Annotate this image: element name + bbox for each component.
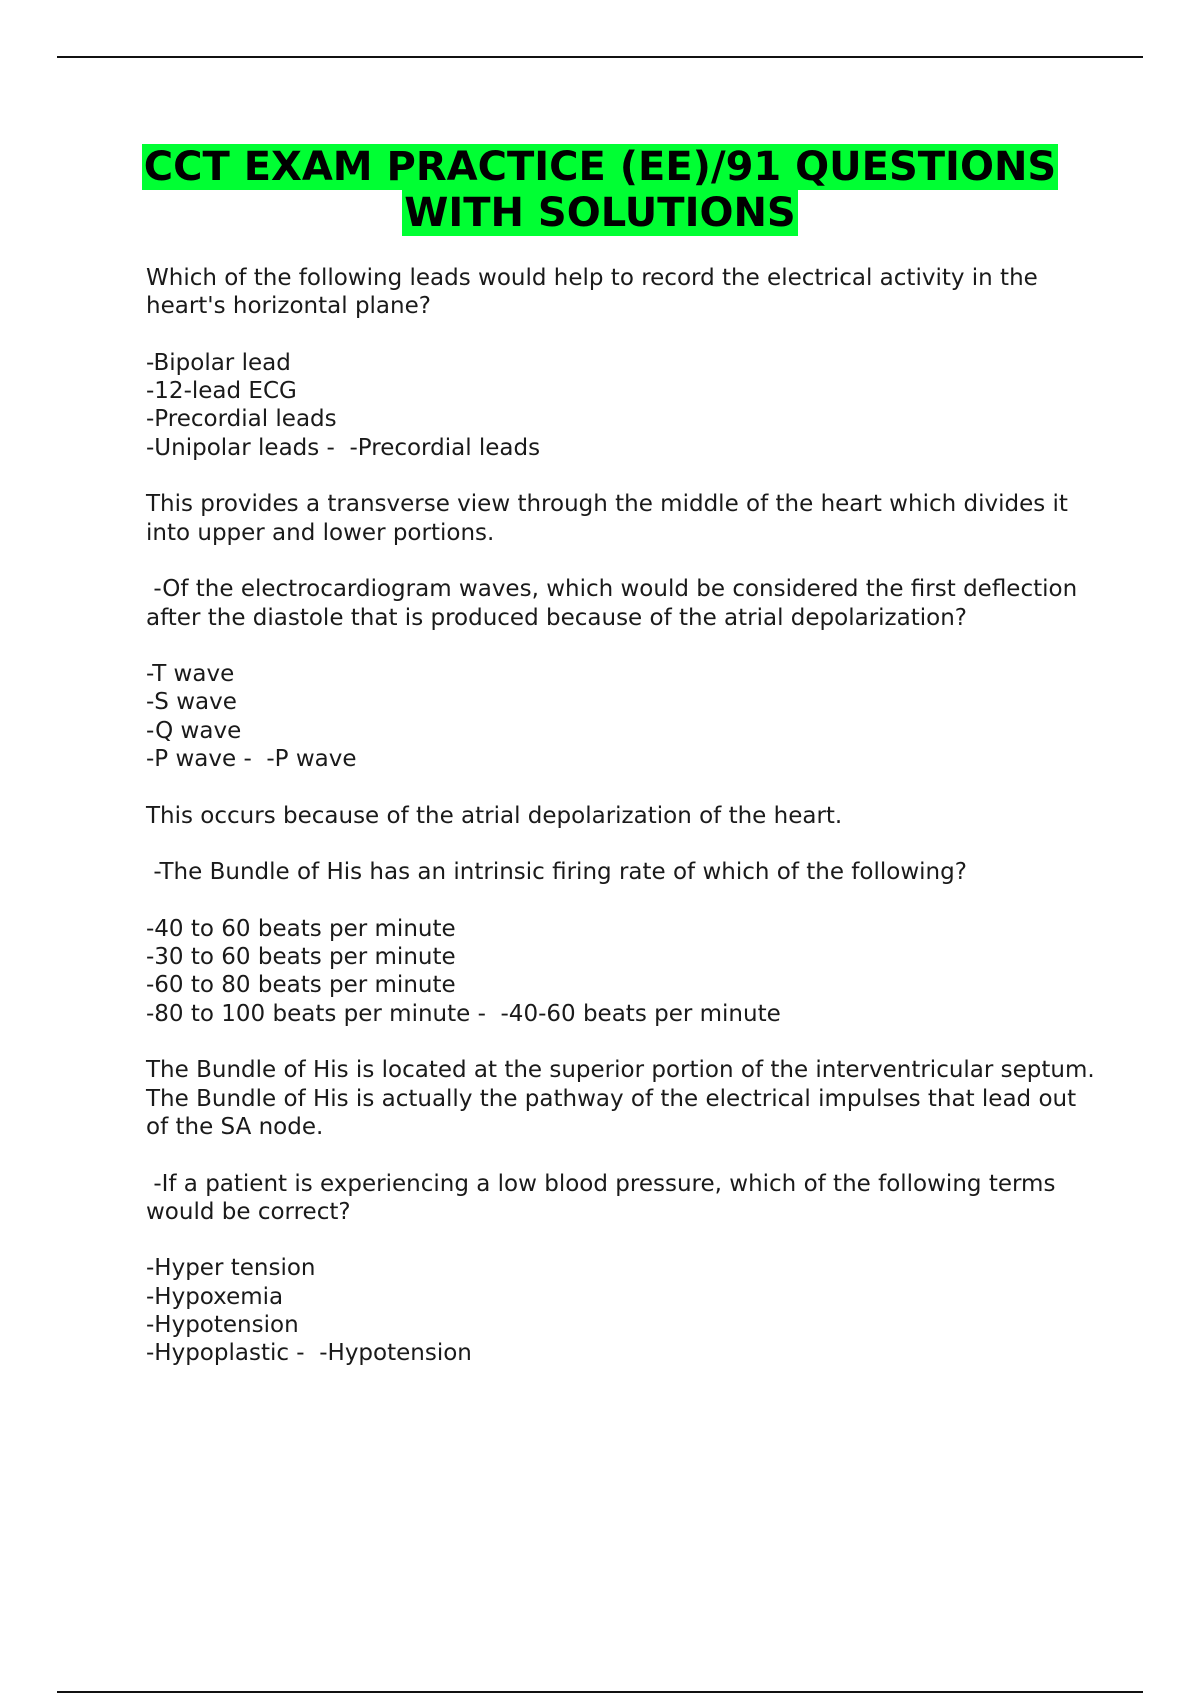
answer-option: -T wave xyxy=(146,661,235,688)
answer-option: -30 to 60 beats per minute xyxy=(146,944,456,971)
answer-options xyxy=(146,349,1096,462)
answer-option: -40 to 60 beats per minute xyxy=(146,915,456,942)
answer-options xyxy=(146,1254,1096,1367)
answer-option: -P wave - -P wave xyxy=(146,746,357,773)
answer-option: -Hypotension xyxy=(146,1311,299,1338)
answer-option: -Bipolar lead xyxy=(146,349,291,376)
answer-option: -80 to 100 beats per minute - -40-60 beats per minute xyxy=(146,1000,781,1027)
header-rule xyxy=(57,56,1143,58)
answer-option: -12-lead ECG xyxy=(146,378,297,405)
document-body xyxy=(146,264,1103,1396)
question-text: -Of the electrocardiogram waves, which would be considered the first deflection after the diastole that is produced because of the atrial depolarization? xyxy=(146,576,1085,631)
explanation-text: This provides a transverse view through the middle of the heart which divides it into upper and lower portions. xyxy=(146,491,1076,546)
document-title xyxy=(0,144,1200,236)
answer-option: -Precordial leads xyxy=(146,406,337,433)
question-text: Which of the following leads would help to record the electrical activity in the heart's horizontal plane? xyxy=(146,265,1046,320)
explanation-text: The Bundle of His is located at the superior portion of the interventricular septum. The Bundle of His is actually the pathway of the electrical impulses that lead out of the SA node. xyxy=(146,1057,1103,1140)
answer-option: -Q wave xyxy=(146,717,242,744)
answer-option: -Hyper tension xyxy=(146,1255,316,1282)
footer-rule xyxy=(57,1691,1143,1693)
answer-options xyxy=(146,660,1096,773)
question-text: -The Bundle of His has an intrinsic firing rate of which of the following? xyxy=(146,859,967,886)
answer-options xyxy=(146,915,1096,1028)
document-title-line-2: WITH SOLUTIONS xyxy=(404,190,796,236)
answer-option: -Unipolar leads - -Precordial leads xyxy=(146,434,541,461)
answer-option: -S wave xyxy=(146,689,237,716)
question-text: -If a patient is experiencing a low blood pressure, which of the following terms would be correct? xyxy=(146,1170,1063,1225)
document-title-line-1: CCT EXAM PRACTICE (EE)/91 QUESTIONS xyxy=(143,144,1057,190)
answer-option: -Hypoplastic - -Hypotension xyxy=(146,1340,472,1367)
answer-option: -60 to 80 beats per minute xyxy=(146,972,456,999)
explanation-text: This occurs because of the atrial depolarization of the heart. xyxy=(146,802,843,829)
answer-option: -Hypoxemia xyxy=(146,1283,284,1310)
